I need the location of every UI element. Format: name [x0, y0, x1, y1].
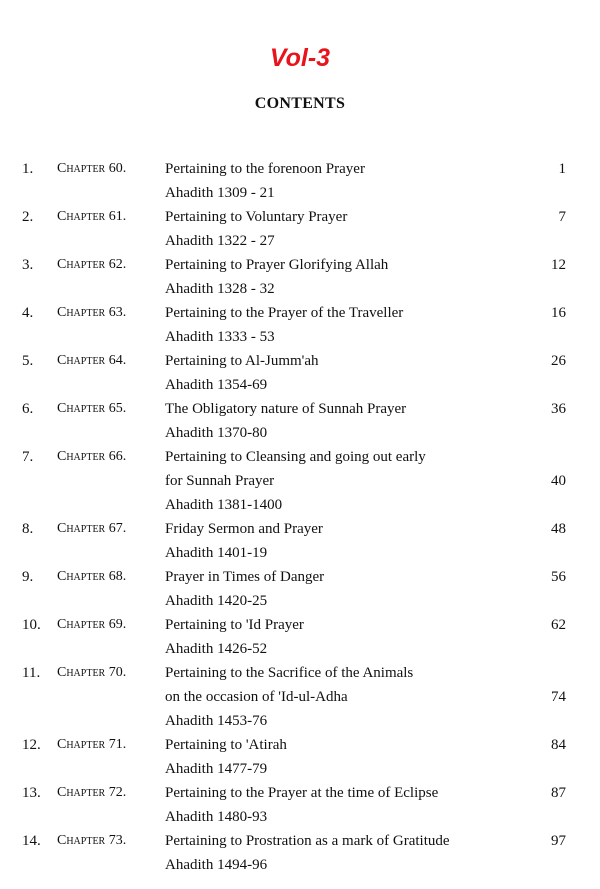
- page-number: 26: [551, 353, 566, 369]
- page-number: 36: [551, 401, 566, 417]
- chapter-label: Chapter 68.: [57, 569, 127, 584]
- page-number: 12: [551, 257, 566, 273]
- chapter-label: Chapter 63.: [57, 305, 127, 320]
- chapter-title: Pertaining to Prayer Glorifying Allah: [165, 257, 389, 273]
- toc-entry: [0, 301, 600, 349]
- toc-entry-line: [0, 373, 600, 397]
- toc-entry-line: [0, 181, 600, 205]
- ahadith-range: Ahadith 1322 - 27: [165, 233, 275, 249]
- page-number: 48: [551, 521, 566, 537]
- toc-entry-line: [0, 469, 600, 493]
- chapter-label: Chapter 73.: [57, 833, 127, 848]
- chapter-title: Pertaining to Voluntary Prayer: [165, 209, 348, 225]
- chapter-label: Chapter 69.: [57, 617, 127, 632]
- toc-entry-line: [0, 661, 600, 685]
- chapter-label: Chapter 65.: [57, 401, 127, 416]
- entry-number: 9.: [22, 569, 34, 585]
- toc-entry: [0, 157, 600, 205]
- page-number: 84: [551, 737, 566, 753]
- chapter-title: Pertaining to the Prayer at the time of Eclipse: [165, 785, 439, 801]
- ahadith-range: Ahadith 1309 - 21: [165, 185, 275, 201]
- toc-entry-line: [0, 445, 600, 469]
- page-number: 62: [551, 617, 566, 633]
- ahadith-range: Ahadith 1426-52: [165, 641, 268, 657]
- chapter-label: Chapter 60.: [57, 161, 127, 176]
- toc-entry-line: [0, 565, 600, 589]
- toc-entry: [0, 829, 600, 877]
- page-number: 97: [551, 833, 566, 849]
- chapter-title: for Sunnah Prayer: [165, 473, 275, 489]
- toc-entry-line: [0, 349, 600, 373]
- toc-entry-line: [0, 421, 600, 445]
- toc-entry: [0, 349, 600, 397]
- chapter-title: Pertaining to Cleansing and going out early: [165, 449, 426, 465]
- toc-entry-line: [0, 301, 600, 325]
- entry-number: 7.: [22, 449, 34, 465]
- chapter-label: Chapter 66.: [57, 449, 127, 464]
- chapter-title: Pertaining to 'Atirah: [165, 737, 287, 753]
- toc-entry-line: [0, 637, 600, 661]
- toc-entry-line: [0, 589, 600, 613]
- entry-number: 5.: [22, 353, 34, 369]
- toc-entry-line: [0, 853, 600, 877]
- toc-entry-line: [0, 517, 600, 541]
- toc-entry-line: [0, 253, 600, 277]
- ahadith-range: Ahadith 1401-19: [165, 545, 268, 561]
- entry-number: 10.: [22, 617, 41, 633]
- ahadith-range: Ahadith 1328 - 32: [165, 281, 275, 297]
- ahadith-range: Ahadith 1480-93: [165, 809, 268, 825]
- chapter-title: on the occasion of 'Id-ul-Adha: [165, 689, 348, 705]
- toc-entry: [0, 205, 600, 253]
- page-number: 1: [558, 161, 566, 177]
- chapter-label: Chapter 62.: [57, 257, 127, 272]
- entry-number: 11.: [22, 665, 41, 681]
- entry-number: 8.: [22, 521, 34, 537]
- ahadith-range: Ahadith 1354-69: [165, 377, 268, 393]
- page-number: 7: [558, 209, 566, 225]
- volume-title: Vol-3: [269, 44, 331, 72]
- chapter-label: Chapter 71.: [57, 737, 127, 752]
- toc-entry-line: [0, 157, 600, 181]
- chapter-label: Chapter 67.: [57, 521, 127, 536]
- toc-entry-line: [0, 613, 600, 637]
- toc-entry-line: [0, 205, 600, 229]
- toc-entry-line: [0, 493, 600, 517]
- chapter-label: Chapter 61.: [57, 209, 127, 224]
- toc-entry: [0, 733, 600, 781]
- toc-entry: [0, 517, 600, 565]
- toc-entry-line: [0, 829, 600, 853]
- table-of-contents: [0, 157, 600, 877]
- toc-entry-line: [0, 805, 600, 829]
- toc-entry: [0, 565, 600, 613]
- toc-entry-line: [0, 781, 600, 805]
- toc-entry-line: [0, 709, 600, 733]
- contents-heading: CONTENTS: [254, 95, 346, 112]
- toc-entry-line: [0, 325, 600, 349]
- toc-entry: [0, 613, 600, 661]
- entry-number: 13.: [22, 785, 41, 801]
- ahadith-range: Ahadith 1333 - 53: [165, 329, 275, 345]
- page-number: 16: [551, 305, 566, 321]
- toc-entry-line: [0, 757, 600, 781]
- toc-entry: [0, 661, 600, 733]
- toc-entry-line: [0, 685, 600, 709]
- chapter-label: Chapter 72.: [57, 785, 127, 800]
- chapter-title: Pertaining to the forenoon Prayer: [165, 161, 365, 177]
- toc-entry: [0, 445, 600, 517]
- chapter-title: Pertaining to Al-Jumm'ah: [165, 353, 319, 369]
- ahadith-range: Ahadith 1370-80: [165, 425, 268, 441]
- chapter-title: Pertaining to Prostration as a mark of Gratitude: [165, 833, 450, 849]
- chapter-title: Pertaining to the Sacrifice of the Animals: [165, 665, 414, 681]
- ahadith-range: Ahadith 1494-96: [165, 857, 268, 873]
- chapter-title: Prayer in Times of Danger: [165, 569, 325, 585]
- entry-number: 12.: [22, 737, 41, 753]
- entry-number: 4.: [22, 305, 34, 321]
- ahadith-range: Ahadith 1453-76: [165, 713, 268, 729]
- chapter-title: The Obligatory nature of Sunnah Prayer: [165, 401, 407, 417]
- entry-number: 14.: [22, 833, 41, 849]
- toc-entry-line: [0, 229, 600, 253]
- page-number: 40: [551, 473, 566, 489]
- entry-number: 3.: [22, 257, 34, 273]
- page-number: 74: [551, 689, 566, 705]
- chapter-title: Pertaining to 'Id Prayer: [165, 617, 304, 633]
- entry-number: 2.: [22, 209, 34, 225]
- page-number: 56: [551, 569, 566, 585]
- toc-entry: [0, 397, 600, 445]
- page-number: 87: [551, 785, 566, 801]
- toc-entry: [0, 253, 600, 301]
- ahadith-range: Ahadith 1477-79: [165, 761, 268, 777]
- entry-number: 6.: [22, 401, 34, 417]
- chapter-title: Friday Sermon and Prayer: [165, 521, 323, 537]
- ahadith-range: Ahadith 1420-25: [165, 593, 268, 609]
- toc-entry-line: [0, 541, 600, 565]
- toc-entry-line: [0, 733, 600, 757]
- chapter-label: Chapter 64.: [57, 353, 127, 368]
- chapter-title: Pertaining to the Prayer of the Traveller: [165, 305, 404, 321]
- entry-number: 1.: [22, 161, 34, 177]
- toc-entry: [0, 781, 600, 829]
- chapter-label: Chapter 70.: [57, 665, 127, 680]
- ahadith-range: Ahadith 1381-1400: [165, 497, 283, 513]
- toc-entry-line: [0, 397, 600, 421]
- toc-entry-line: [0, 277, 600, 301]
